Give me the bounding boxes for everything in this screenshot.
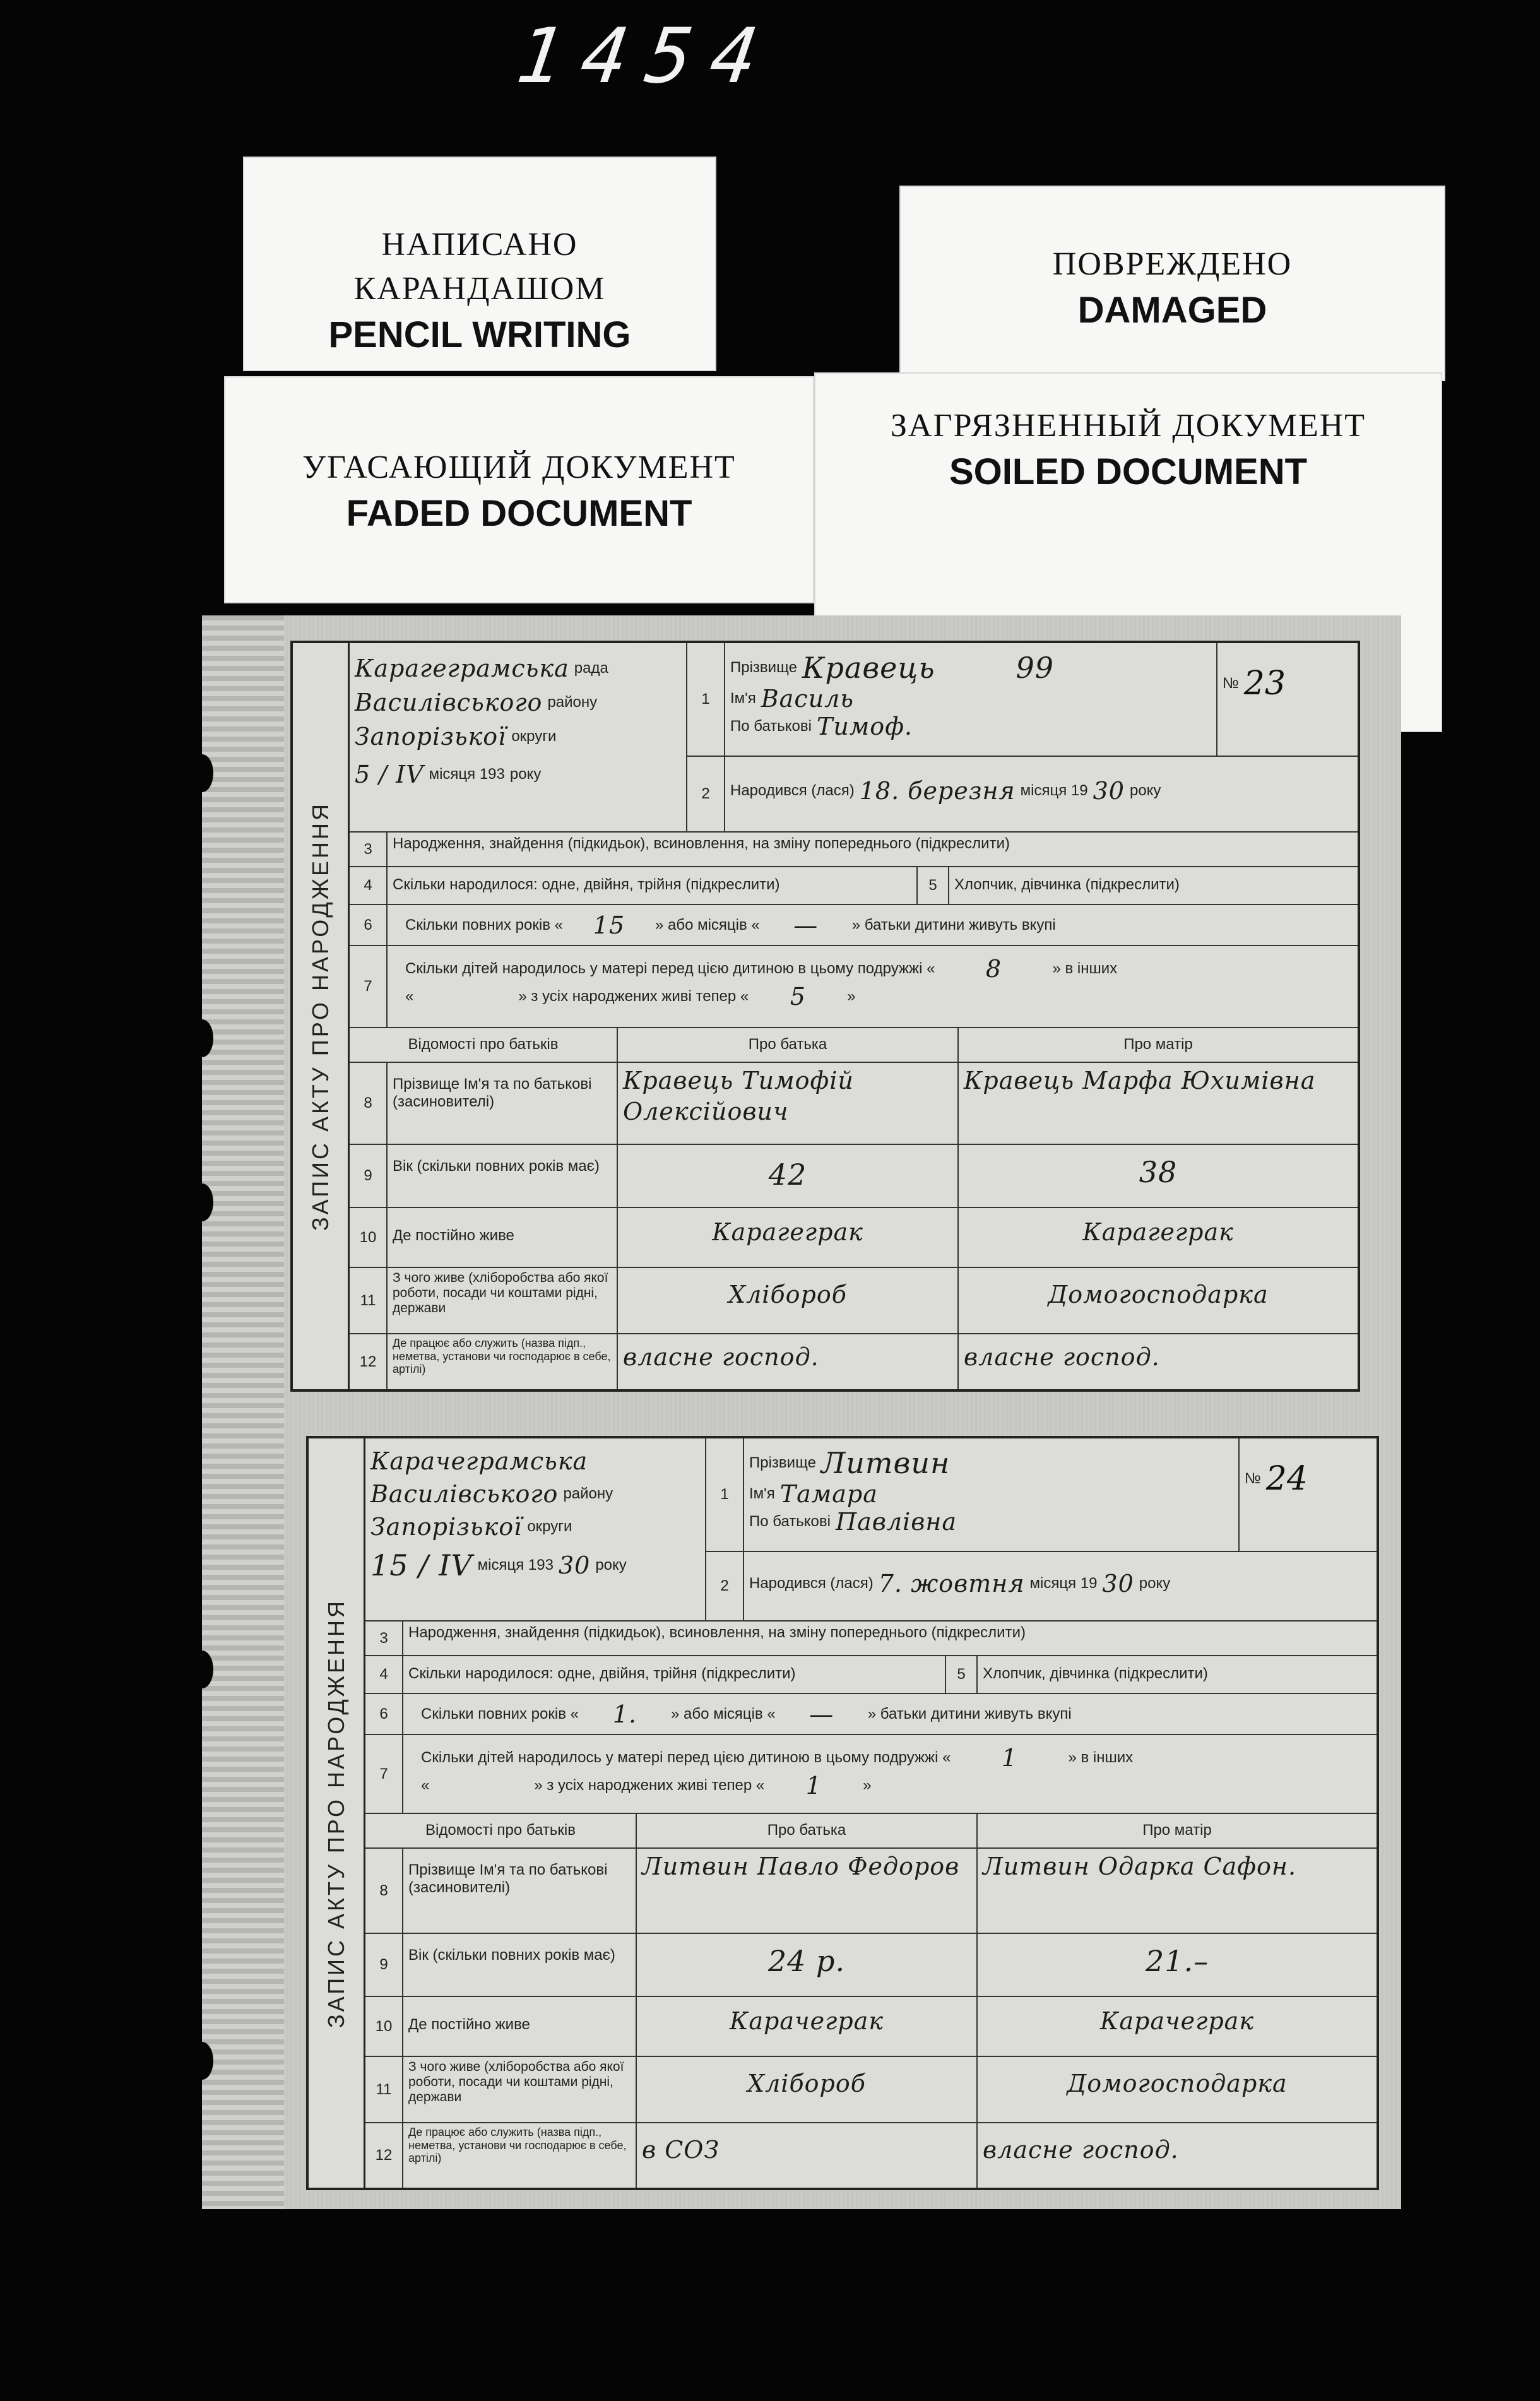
registration-year-value: 30 [558,1551,591,1579]
row-number: 4 [350,867,388,905]
row10-label: Де постійно живе [403,1997,637,2057]
row6-years-together [403,1694,1377,1735]
parents-header: Відомості про батьків [350,1028,618,1063]
row11-label: З чого живе (хліборобства або якої роботи, посади чи коштами рідні, держави [403,2057,637,2123]
children-before-value: 1 [1001,1744,1018,1772]
row-number: 8 [365,1849,403,1934]
row12-label: Де працює або служить (назва підп., неметва, установи чи господарює в себе, артілі) [388,1334,618,1389]
form-content [350,643,1358,1389]
row-number: 9 [350,1145,388,1208]
mother-age-value: 38 [959,1145,1358,1208]
mother-livelihood-value: Домогосподарка [959,1268,1358,1334]
rada-value: Карачеграмська [370,1447,588,1475]
registration-month-label: місяця 193 [477,1556,554,1574]
birth-record-form-1 [290,641,1360,1392]
row6-label-b: » або місяців « [670,1705,776,1722]
row7-label-c: « [421,1777,430,1794]
birth-record-form-2 [306,1436,1379,2190]
mother-name-value: Кравець Марфа Юхимівна [959,1063,1358,1145]
months-together-value: — [809,1700,834,1728]
surname-value: Кравець [802,651,935,685]
record-number-label: № [1223,675,1239,692]
father-residence-value: Карагеграк [618,1208,959,1268]
birth-year-value: 30 [1093,777,1125,805]
row-number: 3 [365,1621,403,1656]
birth-year-label: року [1129,782,1161,799]
father-work-value: в СОЗ [637,2123,978,2188]
row12-label: Де працює або служить (назва підп., неметва, установи чи господарює в себе, артілі) [403,2123,637,2188]
name-value: Тамара [779,1480,878,1508]
frame-number: 1454 [511,13,782,100]
binding-hole [191,1019,213,1057]
father-livelihood-value: Хлібороб [618,1268,959,1334]
mother-livelihood-value: Домогосподарка [978,2057,1377,2123]
row-number: 10 [365,1997,403,2057]
document-page [202,615,1401,2209]
row10-label: Де постійно живе [388,1208,618,1268]
row-number: 5 [918,867,949,905]
binding-hole [191,2042,213,2080]
row8-label: Прізвище Ім'я та по батькові (засиновителі) [403,1849,637,1934]
okruha-label: округи [527,1518,572,1535]
row6-label-a: Скільки повних років « [421,1705,579,1722]
row-number: 5 [946,1656,978,1694]
okruha-value: Запорізької [370,1513,523,1541]
row-number: 12 [365,2123,403,2188]
registration-place [350,643,687,833]
father-age-value: 42 [618,1145,959,1208]
row-number: 3 [350,833,388,867]
record-number-block [1217,643,1358,757]
row5-sex: Хлопчик, дівчинка (підкреслити) [949,867,1358,905]
row7-label-a: Скільки дітей народилось у матері перед цією дитиною в цьому подружжі « [421,1749,951,1766]
row-number: 7 [365,1735,403,1814]
row-number: 10 [350,1208,388,1268]
row-number: 11 [350,1268,388,1334]
patronymic-label: По батькові [730,718,812,735]
row7-label-d: » з усіх народжених живі тепер « [534,1777,765,1794]
mother-age-value: 21.– [978,1934,1377,1997]
okruha-value: Запорізької [355,723,507,750]
row-number: 6 [365,1694,403,1735]
children-before-value: 8 [985,955,1002,983]
faded-document-label [224,376,814,603]
mother-residence-value: Карачеграк [978,1997,1377,2057]
binding-hole [191,1651,213,1688]
okruha-label: округи [511,728,557,745]
registration-date-value: 15 / IV [370,1548,473,1582]
row11-label: З чого живе (хліборобства або якої роботи, посади чи коштами рідні, держави [388,1268,618,1334]
row-number: 7 [350,946,388,1028]
mother-work-value: власне господ. [964,1343,1160,1371]
birth-month-label: місяця 19 [1029,1575,1098,1592]
form-sidebar [309,1438,365,2188]
faded-document-ru: УГАСАЮЩИЙ ДОКУМЕНТ [302,449,736,485]
row-number: 4 [365,1656,403,1694]
registration-date-value: 5 / IV [355,761,424,788]
row6-years-together [388,905,1358,946]
damaged-en: DAMAGED [1077,290,1267,331]
birth-year-label: року [1139,1575,1171,1592]
surname-label: Прізвище [749,1454,816,1471]
row-number: 2 [706,1552,744,1621]
row-number: 1 [687,643,725,757]
row7-label-c: « [405,988,414,1005]
rada-value: Карагеграмська [355,655,569,682]
mother-header: Про матір [959,1028,1358,1063]
father-residence-value: Карачеграк [637,1997,978,2057]
row-number: 1 [706,1438,744,1552]
row7-label-b: » в інших [1052,960,1118,977]
row7-children [403,1735,1377,1814]
pencil-writing-en: PENCIL WRITING [328,314,631,356]
row-number: 8 [350,1063,388,1145]
registration-year-label: року [509,766,542,783]
rada-label: рада [574,660,608,677]
patronymic-value: Тимоф. [816,713,913,740]
registration-place [365,1438,706,1621]
damaged-ru: ПОВРЕЖДЕНО [1052,246,1293,282]
soiled-document-en: SOILED DOCUMENT [949,451,1308,493]
record-number-value: 24 [1265,1460,1308,1498]
row-number: 6 [350,905,388,946]
patronymic-value: Павлівна [835,1508,957,1536]
raion-value: Василівського [355,689,543,716]
mother-header: Про матір [978,1814,1377,1849]
row8-label: Прізвище Ім'я та по батькові (засиновителі) [388,1063,618,1145]
row4-multiplicity: Скільки народилося: одне, двійня, трійня (підкреслити) [388,867,918,905]
pencil-writing-label [243,157,716,371]
children-alive-value: 1 [805,1772,822,1799]
birth-month-label: місяця 19 [1020,782,1088,799]
row4-multiplicity: Скільки народилося: одне, двійня, трійня (підкреслити) [403,1656,946,1694]
raion-label: району [547,694,598,711]
row7-label-d: » з усіх народжених живі тепер « [518,988,749,1005]
row7-children [388,946,1358,1028]
faded-document-en: FADED DOCUMENT [346,493,692,535]
row-number: 2 [687,757,725,833]
row3-event-type: Народження, знайдення (підкидьок), всиновлення, на зміну попереднього (підкреслити) [403,1621,1377,1656]
record-number-label: № [1245,1470,1261,1487]
mother-residence-value: Карагеграк [959,1208,1358,1268]
child-name-block [725,643,1217,757]
child-name-block [744,1438,1240,1552]
row-number: 11 [365,2057,403,2123]
years-together-value: 1. [612,1700,637,1728]
row7-label-a: Скільки дітей народилось у матері перед цією дитиною в цьому подружжі « [405,960,935,977]
father-header: Про батька [618,1028,959,1063]
form-content [365,1438,1377,2188]
surname-label: Прізвище [730,659,797,676]
birth-year-value: 30 [1102,1570,1134,1598]
row-number: 12 [350,1334,388,1389]
raion-value: Василівського [370,1480,559,1508]
children-alive-value: 5 [790,983,806,1011]
binding-hole [191,1183,213,1221]
mother-name-value: Литвин Одарка Сафон. [978,1849,1377,1934]
birth-date-block [725,757,1358,833]
parents-header: Відомості про батьків [365,1814,637,1849]
annotation-number: 99 [1016,651,1055,685]
row9-label: Вік (скільки повних років має) [403,1934,637,1997]
row5-sex: Хлопчик, дівчинка (підкреслити) [978,1656,1377,1694]
father-name-value: Литвин Павло Федоров [637,1849,978,1934]
registration-year-label: року [595,1556,627,1574]
father-livelihood-value: Хлібороб [637,2057,978,2123]
row7-label-b: » в інших [1068,1749,1134,1766]
form-sidebar-title: ЗАПИС АКТУ ПРО НАРОДЖЕННЯ [307,801,333,1231]
pencil-writing-ru: НАПИСАНО КАРАНДАШОМ [353,227,606,307]
row6-label-a: Скільки повних років « [405,916,563,934]
born-label: Народився (лася) [730,782,855,799]
row3-event-type: Народження, знайдення (підкидьок), всиновлення, на зміну попереднього (підкреслити) [388,833,1358,867]
months-together-value: — [793,911,819,939]
registration-month-label: місяця 193 [429,766,505,783]
name-label: Ім'я [730,690,756,707]
father-header: Про батька [637,1814,978,1849]
name-value: Василь [761,685,854,713]
father-work-value: власне господ. [618,1334,959,1389]
birth-date-block [744,1552,1377,1621]
born-label: Народився (лася) [749,1575,874,1592]
birth-day-value: 18. березня [859,777,1016,805]
row6-label-c: » батьки дитини живуть вкупі [851,916,1056,934]
binding-strip [202,615,284,2209]
damaged-label [899,186,1445,381]
years-together-value: 15 [593,911,625,939]
row7-label-e: » [863,1777,872,1794]
row-number: 9 [365,1934,403,1997]
row6-label-b: » або місяців « [654,916,760,934]
name-label: Ім'я [749,1485,775,1502]
father-name-value: Кравець Тимофій Олексійович [618,1063,959,1145]
soiled-document-ru: ЗАГРЯЗНЕННЫЙ ДОКУМЕНТ [890,408,1366,444]
row7-label-e: » [847,988,856,1005]
father-age-value: 24 р. [637,1934,978,1997]
record-number-block [1240,1438,1377,1552]
form-sidebar-title: ЗАПИС АКТУ ПРО НАРОДЖЕННЯ [323,1598,349,2028]
raion-label: району [563,1485,613,1502]
form-sidebar [293,643,350,1389]
row6-label-c: » батьки дитини живуть вкупі [867,1705,1072,1722]
patronymic-label: По батькові [749,1513,831,1530]
birth-day-value: 7. жовтня [878,1570,1025,1598]
record-number-value: 23 [1243,665,1286,703]
mother-work-value: власне господ. [983,2136,1179,2164]
row9-label: Вік (скільки повних років має) [388,1145,618,1208]
surname-value: Литвин [820,1446,951,1480]
binding-hole [191,754,213,792]
